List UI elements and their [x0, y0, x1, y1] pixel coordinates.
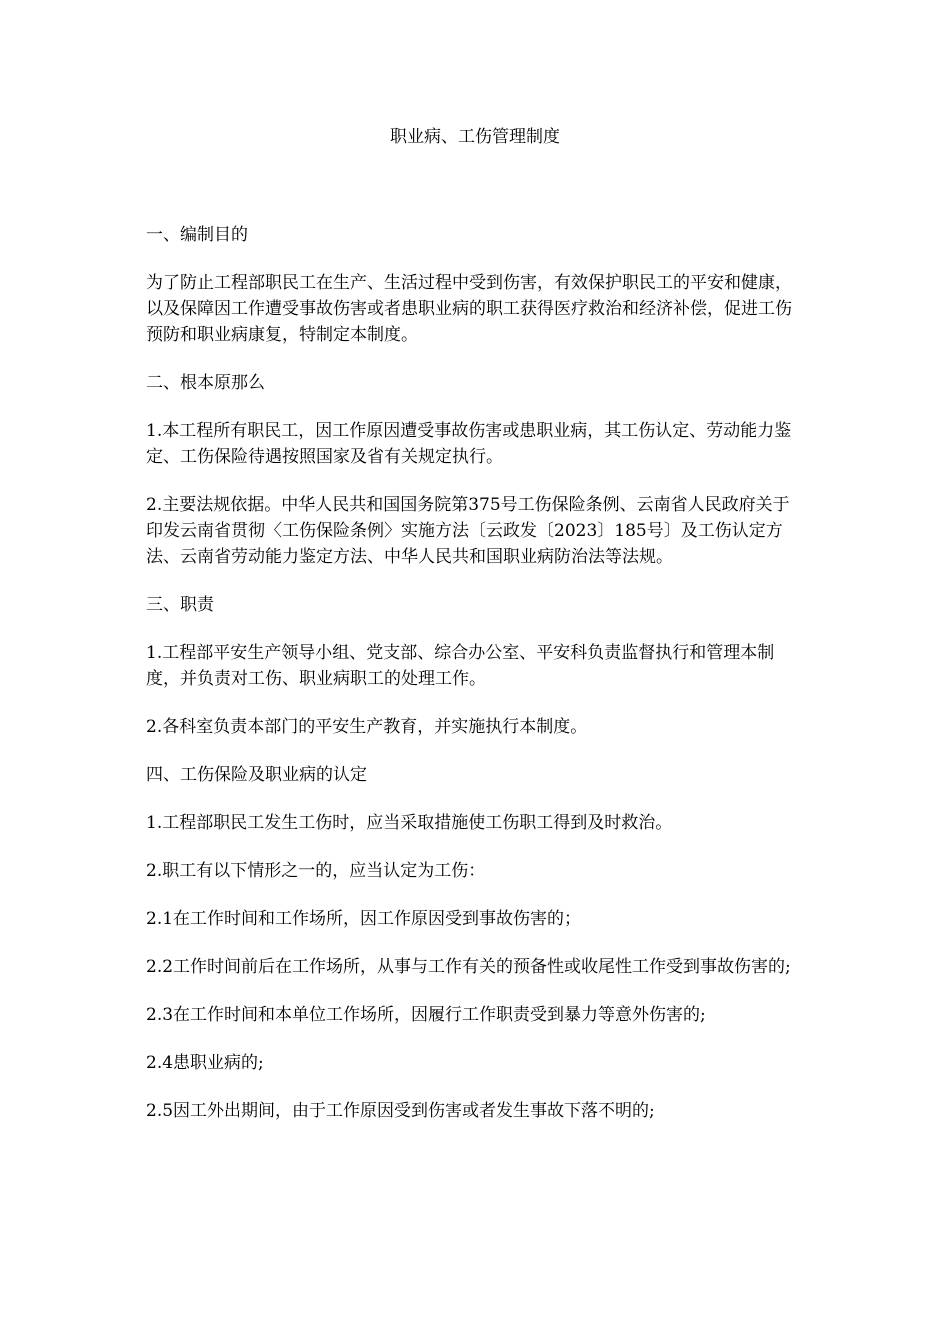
document-title: 职业病、工伤管理制度 [390, 127, 560, 147]
document-body [146, 222, 802, 1146]
paragraph-duty-1: 1.工程部平安生产领导小组、党支部、综合办公室、平安科负责监督执行和管理本制度，并负责对工伤、职业病职工的处理工作。 [146, 643, 775, 689]
section-heading-recognition: 四、工伤保险及职业病的认定 [146, 765, 367, 785]
list-item-2-1: 2.1在工作时间和工作场所，因工作原因受到事故伤害的； [146, 909, 582, 929]
paragraph-duty-2: 2.各科室负责本部门的平安生产教育，并实施执行本制度。 [146, 717, 588, 737]
section-heading-duties: 三、职责 [146, 595, 214, 615]
list-item-2-4: 2.4患职业病的; [146, 1053, 264, 1073]
list-item-2-3: 2.3在工作时间和本单位工作场所，因履行工作职责受到暴力等意外伤害的; [146, 1005, 706, 1025]
section-heading-principles: 二、根本原那么 [146, 373, 265, 393]
paragraph-principle-2: 2.主要法规依据。中华人民共和国国务院第375号工伤保险条例、云南省人民政府关于印发云南省贯彻〈工伤保险条例〉实施方法〔云政发〔2023〕185号〕及工伤认定方法、云南省劳动能力鉴定方法、中华人民共和国职业病防治法等法规。 [146, 495, 790, 567]
section-heading-purpose: 一、编制目的 [146, 225, 248, 245]
paragraph-recognition-1: 1.工程部职民工发生工伤时，应当采取措施使工伤职工得到及时救治。 [146, 813, 673, 833]
list-item-2-2: 2.2工作时间前后在工作场所，从事与工作有关的预备性或收尾性工作受到事故伤害的; [146, 957, 791, 977]
paragraph-purpose: 为了防止工程部职民工在生产、生活过程中受到伤害，有效保护职民工的平安和健康，以及保障因工作遭受事故伤害或者患职业病的职工获得医疗救治和经济补偿，促进工伤预防和职业病康复，特制定本制度。 [146, 273, 792, 345]
list-item-2-5: 2.5因工外出期间，由于工作原因受到伤害或者发生事故下落不明的; [146, 1101, 655, 1121]
paragraph-recognition-2: 2.职工有以下情形之一的，应当认定为工伤： [146, 861, 486, 881]
paragraph-principle-1: 1.本工程所有职民工，因工作原因遭受事故伤害或患职业病，其工伤认定、劳动能力鉴定、工伤保险待遇按照国家及省有关规定执行。 [146, 421, 792, 467]
